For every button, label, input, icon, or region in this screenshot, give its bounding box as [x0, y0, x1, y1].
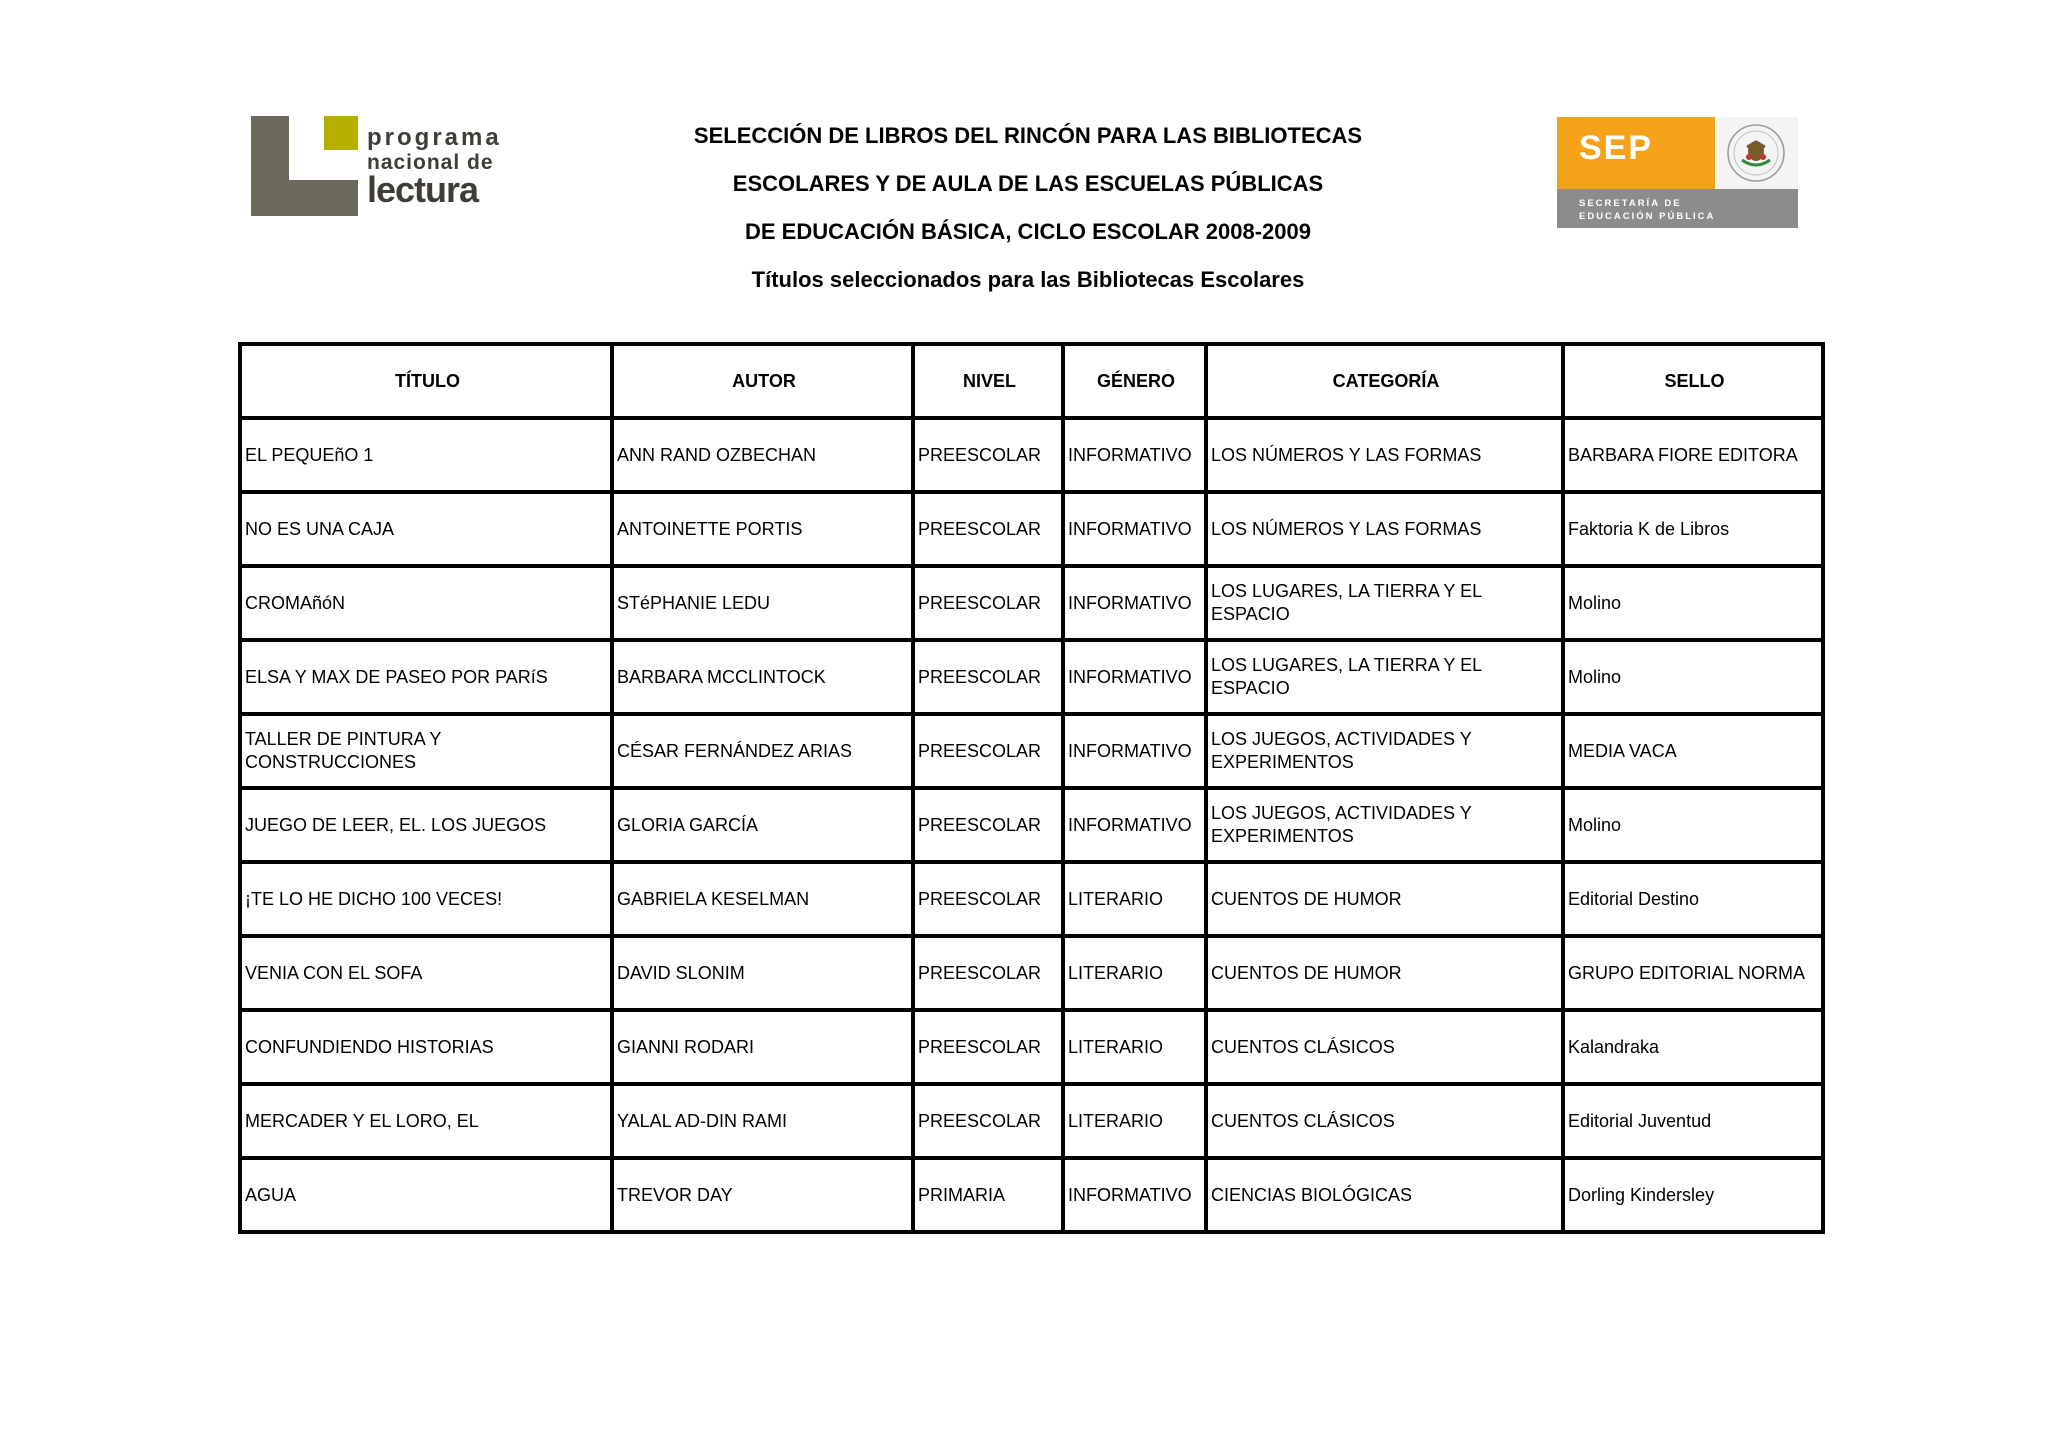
column-header-nivel: NIVEL: [913, 344, 1063, 418]
cell-nivel: PREESCOLAR: [913, 788, 1063, 862]
cell-sello: Editorial Juventud: [1563, 1084, 1823, 1158]
cell-genero: LITERARIO: [1063, 1010, 1206, 1084]
column-header-autor: AUTOR: [612, 344, 913, 418]
table-body: [240, 418, 1823, 1232]
document-header: [620, 112, 1436, 304]
header-line-2: ESCOLARES Y DE AULA DE LAS ESCUELAS PÚBLICAS: [732, 171, 1324, 196]
cell-nivel: PRIMARIA: [913, 1158, 1063, 1232]
logo-word-nacional: nacional de: [367, 151, 494, 174]
table-row: [240, 566, 1823, 640]
cell-genero: INFORMATIVO: [1063, 492, 1206, 566]
cell-categoria: LOS JUEGOS, ACTIVIDADES Y EXPERIMENTOS: [1206, 788, 1563, 862]
cell-genero: INFORMATIVO: [1063, 418, 1206, 492]
cell-genero: LITERARIO: [1063, 936, 1206, 1010]
sep-logo-subtitle-2: EDUCACIÓN PÚBLICA: [1579, 211, 1716, 222]
cell-nivel: PREESCOLAR: [913, 418, 1063, 492]
cell-titulo: EL PEQUEñO 1: [240, 418, 612, 492]
cell-titulo: ELSA Y MAX DE PASEO POR PARíS: [240, 640, 612, 714]
sep-logo: [1557, 117, 1798, 228]
cell-sello: GRUPO EDITORIAL NORMA: [1563, 936, 1823, 1010]
cell-titulo: CROMAñóN: [240, 566, 612, 640]
cell-nivel: PREESCOLAR: [913, 566, 1063, 640]
cell-titulo: NO ES UNA CAJA: [240, 492, 612, 566]
table-row: [240, 936, 1823, 1010]
cell-categoria: CUENTOS DE HUMOR: [1206, 936, 1563, 1010]
cell-sello: Editorial Destino: [1563, 862, 1823, 936]
cell-categoria: LOS NÚMEROS Y LAS FORMAS: [1206, 418, 1563, 492]
cell-titulo: MERCADER Y EL LORO, EL: [240, 1084, 612, 1158]
cell-nivel: PREESCOLAR: [913, 714, 1063, 788]
cell-autor: CÉSAR FERNÁNDEZ ARIAS: [612, 714, 913, 788]
cell-autor: BARBARA MCCLINTOCK: [612, 640, 913, 714]
cell-genero: LITERARIO: [1063, 862, 1206, 936]
cell-categoria: CUENTOS DE HUMOR: [1206, 862, 1563, 936]
cell-categoria: CUENTOS CLÁSICOS: [1206, 1010, 1563, 1084]
cell-titulo: VENIA CON EL SOFA: [240, 936, 612, 1010]
cell-sello: Molino: [1563, 640, 1823, 714]
cell-nivel: PREESCOLAR: [913, 862, 1063, 936]
column-header-titulo: TÍTULO: [240, 344, 612, 418]
cell-categoria: CUENTOS CLÁSICOS: [1206, 1084, 1563, 1158]
mexican-seal-icon: [1715, 117, 1798, 189]
cell-nivel: PREESCOLAR: [913, 936, 1063, 1010]
cell-autor: GABRIELA KESELMAN: [612, 862, 913, 936]
table-row: [240, 788, 1823, 862]
cell-categoria: LOS JUEGOS, ACTIVIDADES Y EXPERIMENTOS: [1206, 714, 1563, 788]
cell-nivel: PREESCOLAR: [913, 1010, 1063, 1084]
books-table: [238, 342, 1825, 1234]
cell-sello: Kalandraka: [1563, 1010, 1823, 1084]
column-header-genero: GÉNERO: [1063, 344, 1206, 418]
table-row: [240, 492, 1823, 566]
cell-sello: Faktoria K de Libros: [1563, 492, 1823, 566]
cell-genero: INFORMATIVO: [1063, 714, 1206, 788]
table-row: [240, 1158, 1823, 1232]
cell-autor: ANTOINETTE PORTIS: [612, 492, 913, 566]
table-header-row: [240, 344, 1823, 418]
cell-sello: BARBARA FIORE EDITORA: [1563, 418, 1823, 492]
cell-autor: ANN RAND OZBECHAN: [612, 418, 913, 492]
logo-word-programa: programa: [367, 124, 502, 151]
cell-nivel: PREESCOLAR: [913, 492, 1063, 566]
cell-sello: Dorling Kindersley: [1563, 1158, 1823, 1232]
cell-titulo: AGUA: [240, 1158, 612, 1232]
logo-square: [324, 116, 358, 150]
cell-categoria: LOS LUGARES, LA TIERRA Y EL ESPACIO: [1206, 566, 1563, 640]
table-row: [240, 714, 1823, 788]
cell-genero: INFORMATIVO: [1063, 640, 1206, 714]
column-header-sello: SELLO: [1563, 344, 1823, 418]
cell-categoria: LOS NÚMEROS Y LAS FORMAS: [1206, 492, 1563, 566]
cell-nivel: PREESCOLAR: [913, 1084, 1063, 1158]
cell-autor: GIANNI RODARI: [612, 1010, 913, 1084]
column-header-categoria: CATEGORÍA: [1206, 344, 1563, 418]
header-subtitle: Títulos seleccionados para las Bibliotecas Escolares: [751, 267, 1305, 292]
table-row: [240, 418, 1823, 492]
cell-genero: INFORMATIVO: [1063, 566, 1206, 640]
sep-logo-word: SEP: [1579, 129, 1654, 167]
header-line-3: DE EDUCACIÓN BÁSICA, CICLO ESCOLAR 2008-2009: [744, 219, 1311, 244]
cell-titulo: JUEGO DE LEER, EL. LOS JUEGOS: [240, 788, 612, 862]
header-line-1: SELECCIÓN DE LIBROS DEL RINCÓN PARA LAS BIBLIOTECAS: [693, 123, 1363, 148]
cell-genero: LITERARIO: [1063, 1084, 1206, 1158]
cell-genero: INFORMATIVO: [1063, 1158, 1206, 1232]
cell-autor: STéPHANIE LEDU: [612, 566, 913, 640]
cell-autor: TREVOR DAY: [612, 1158, 913, 1232]
table-row: [240, 1084, 1823, 1158]
cell-sello: Molino: [1563, 788, 1823, 862]
cell-titulo: TALLER DE PINTURA Y CONSTRUCCIONES: [240, 714, 612, 788]
cell-autor: DAVID SLONIM: [612, 936, 913, 1010]
cell-sello: MEDIA VACA: [1563, 714, 1823, 788]
cell-titulo: CONFUNDIENDO HISTORIAS: [240, 1010, 612, 1084]
table-row: [240, 640, 1823, 714]
cell-nivel: PREESCOLAR: [913, 640, 1063, 714]
cell-categoria: CIENCIAS BIOLÓGICAS: [1206, 1158, 1563, 1232]
cell-categoria: LOS LUGARES, LA TIERRA Y EL ESPACIO: [1206, 640, 1563, 714]
cell-genero: INFORMATIVO: [1063, 788, 1206, 862]
table-row: [240, 1010, 1823, 1084]
cell-autor: YALAL AD-DIN RAMI: [612, 1084, 913, 1158]
programa-nacional-lectura-logo: [251, 114, 501, 220]
cell-autor: GLORIA GARCÍA: [612, 788, 913, 862]
table-row: [240, 862, 1823, 936]
logo-word-lectura: lectura: [367, 169, 479, 210]
logo-bar-horizontal: [251, 180, 358, 216]
cell-titulo: ¡TE LO HE DICHO 100 VECES!: [240, 862, 612, 936]
cell-sello: Molino: [1563, 566, 1823, 640]
sep-logo-subtitle-1: SECRETARÍA DE: [1579, 198, 1682, 209]
